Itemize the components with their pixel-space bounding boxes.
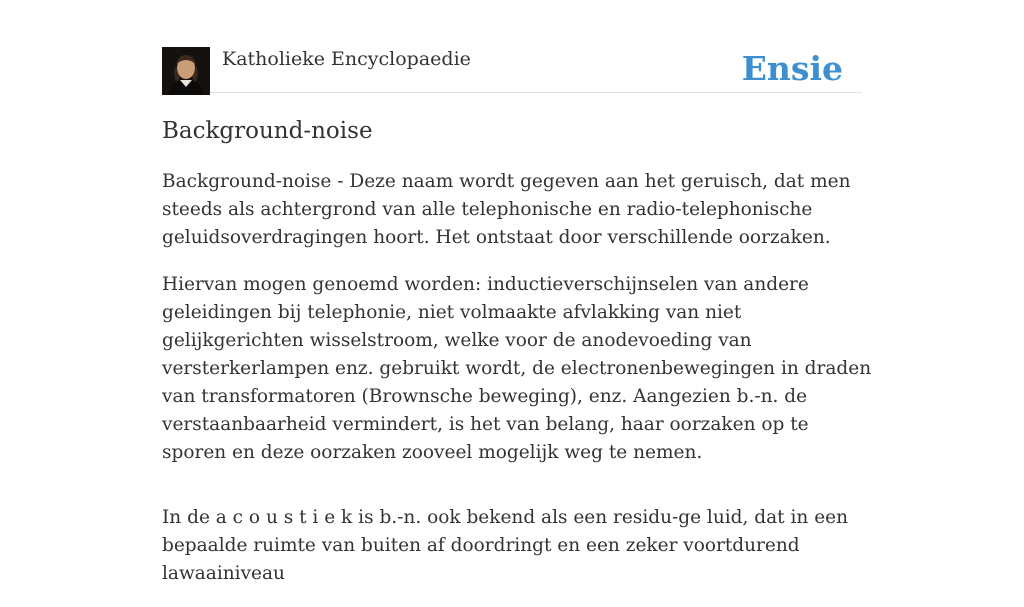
article-paragraph-1: Background-noise - Deze naam wordt gegeven aan het geruisch, dat men steeds als achtergrond van alle telephonische en radio-telephonische geluidsoverdragingen hoort. Het ontstaat door verschillende oorzaken. [162,171,851,248]
avatar[interactable] [162,47,210,95]
article-paragraph-2: Hiervan mogen genoemd worden: inductieverschijnselen van andere geleidingen bij telephonie, niet volmaakte afvlakking van niet gelijkgerichten wisselstroom, welke voor de anodevoeding van versterkerlampen enz. gebruikt wordt, de electronenbewegingen in draden van transformatoren (Brownsche beweging), enz. Aangezien b.-n. de verstaanbaarheid vermindert, is het van belang, haar oorzaken op te sporen en deze oorzaken zooveel mogelijk weg te nemen. [162,274,872,463]
site-header [162,40,862,93]
portrait-image [162,47,210,95]
article-title: Background-noise [162,118,373,144]
article-paragraph-3: In de a c o u s t i e k is b.-n. ook bekend als een residu-ge luid, dat in een bepaalde ruimte van buiten af doordringt en een zeker voortdurend lawaainiveau [162,507,848,584]
article-body [162,168,872,607]
brand-logo[interactable]: Ensie [741,49,843,88]
site-title[interactable]: Katholieke Encyclopaedie [222,48,471,70]
